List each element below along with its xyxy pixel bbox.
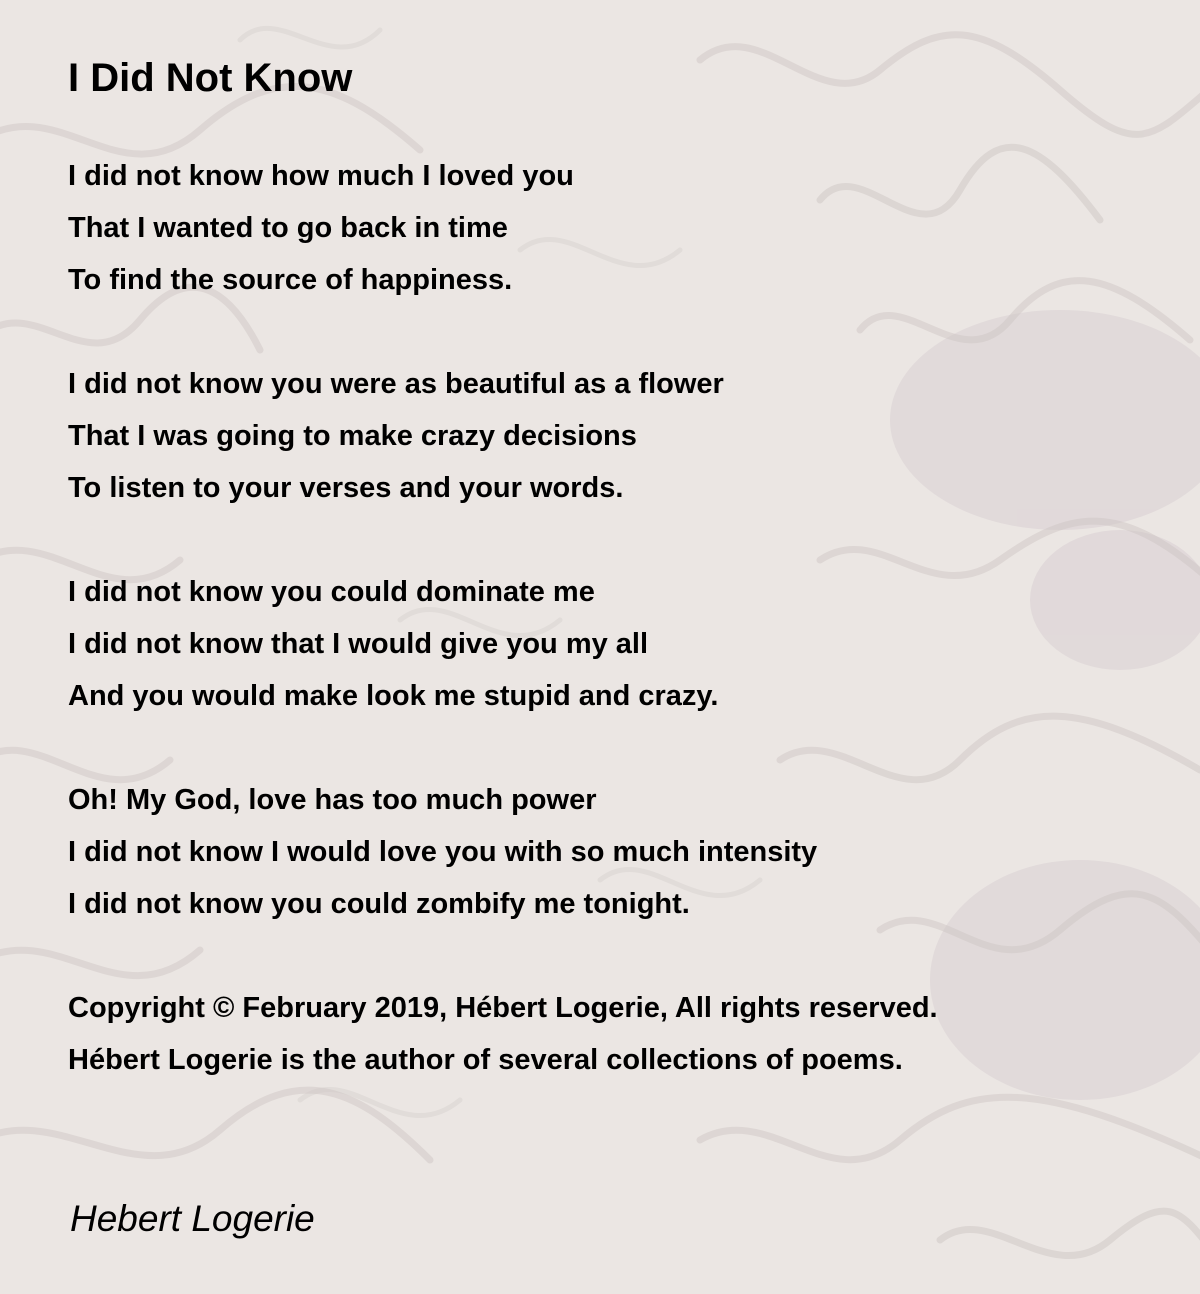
author-bio-line: Hébert Logerie is the author of several collections of poems. xyxy=(68,1044,903,1076)
poem-line: And you would make look me stupid and crazy. xyxy=(68,680,719,712)
poem-line: That I was going to make crazy decisions xyxy=(68,420,637,452)
poem-line: I did not know you could zombify me tonight. xyxy=(68,888,690,920)
poem-line: Oh! My God, love has too much power xyxy=(68,784,597,816)
poem-line: To listen to your verses and your words. xyxy=(68,472,624,504)
stanza-3 xyxy=(68,566,938,722)
poem-title: I Did Not Know xyxy=(68,56,353,100)
poem-line: I did not know how much I loved you xyxy=(68,160,574,192)
stanza-4 xyxy=(68,774,938,930)
stanza-1 xyxy=(68,150,938,306)
author-signature: Hebert Logerie xyxy=(70,1198,315,1239)
poem-line: That I wanted to go back in time xyxy=(68,212,508,244)
stanza-2 xyxy=(68,358,938,514)
copyright-notice xyxy=(68,982,938,1086)
poem-line: I did not know you were as beautiful as a flower xyxy=(68,368,724,400)
poem-line: I did not know that I would give you my all xyxy=(68,628,649,660)
poem-body xyxy=(68,150,938,1086)
copyright-line: Copyright © February 2019, Hébert Logerie, All rights reserved. xyxy=(68,992,938,1024)
poem-line: To find the source of happiness. xyxy=(68,264,513,296)
poem-line: I did not know I would love you with so much intensity xyxy=(68,836,818,868)
poem-line: I did not know you could dominate me xyxy=(68,576,595,608)
